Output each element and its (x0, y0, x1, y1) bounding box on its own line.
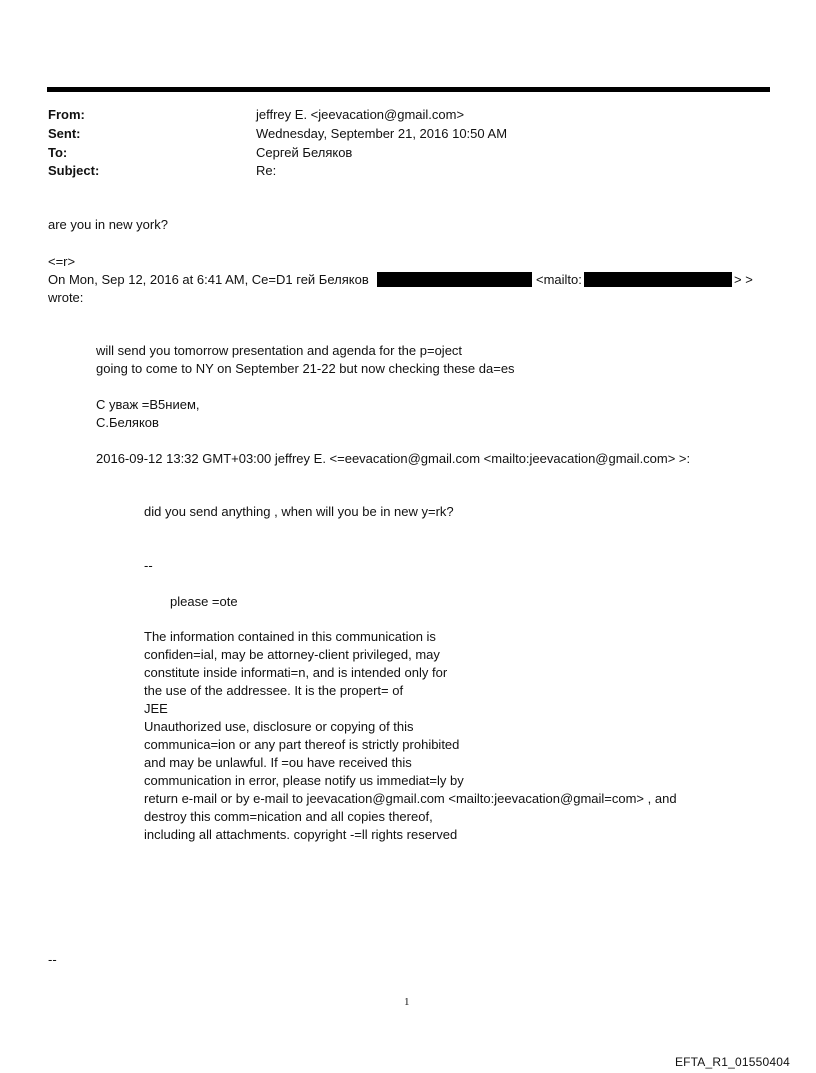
nested-quote-line: did you send anything , when will you be in new y=rk? (144, 504, 454, 519)
page-number: 1 (404, 996, 410, 1008)
to-value: Сергей Беляков (256, 145, 353, 160)
quote-intro-wrote: wrote: (48, 290, 84, 305)
to-label: To: (48, 145, 68, 160)
quote-intro-text: On Mon, Sep 12, 2016 at 6:41 AM, Ce=D1 гей Беляков (48, 272, 369, 287)
quote-intro-end: > > (734, 272, 753, 287)
disclaimer-line: including all attachments. copyright -=ll rights reserved (144, 827, 458, 842)
quoted-line: going to come to NY on September 21-22 but now checking these da=es (96, 361, 515, 376)
document-id: EFTA_R1_01550404 (674, 1055, 790, 1069)
disclaimer-line: Unauthorized use, disclosure or copying of this (144, 719, 414, 734)
sent-value: Wednesday, September 21, 2016 10:50 AM (256, 126, 508, 141)
disclaimer-line: communication in error, please notify us immediat=ly by (144, 773, 464, 788)
sent-label: Sent: (48, 126, 81, 141)
nested-quote-line: please =ote (170, 594, 238, 609)
disclaimer-line: communica=ion or any part thereof is strictly prohibited (144, 737, 460, 752)
disclaimer-line: the use of the addressee. It is the propert= of (144, 683, 404, 698)
redaction-bar (584, 272, 732, 287)
redaction-bar (377, 272, 532, 287)
body-line-markup: <=r> (48, 254, 76, 269)
body-line-question: are you in new york? (48, 217, 168, 232)
quoted-line: 2016-09-12 13:32 GMT+03:00 jeffrey E. <=eevacation@gmail.com <mailto:jeevacation@gmail.com> >: (96, 451, 691, 466)
quoted-line: will send you tomorrow presentation and agenda for the p=oject (96, 343, 463, 358)
disclaimer-line: confiden=ial, may be attorney-client privileged, may (144, 647, 440, 662)
disclaimer-line: and may be unlawful. If =ou have received this (144, 755, 412, 770)
quoted-line: С.Беляков (96, 415, 159, 430)
disclaimer-line: constitute inside informati=n, and is intended only for (144, 665, 448, 680)
from-value: jeffrey E. <jeevacation@gmail.com> (256, 107, 465, 122)
quote-intro-mailto: <mailto: (536, 272, 582, 287)
disclaimer-line: destroy this comm=nication and all copies thereof, (144, 809, 433, 824)
subject-value: Re: (256, 163, 277, 178)
disclaimer-line: JEE (144, 701, 168, 716)
from-label: From: (48, 107, 85, 122)
subject-label: Subject: (48, 163, 100, 178)
quoted-line: С уваж =B5нием, (96, 397, 200, 412)
header-rule (47, 87, 770, 92)
disclaimer-line: The information contained in this communication is (144, 629, 436, 644)
nested-quote-line: -- (144, 558, 153, 573)
signature-dashes: -- (48, 952, 57, 967)
disclaimer-line: return e-mail or by e-mail to jeevacation@gmail.com <mailto:jeevacation@gmail=com> , and (144, 791, 677, 806)
